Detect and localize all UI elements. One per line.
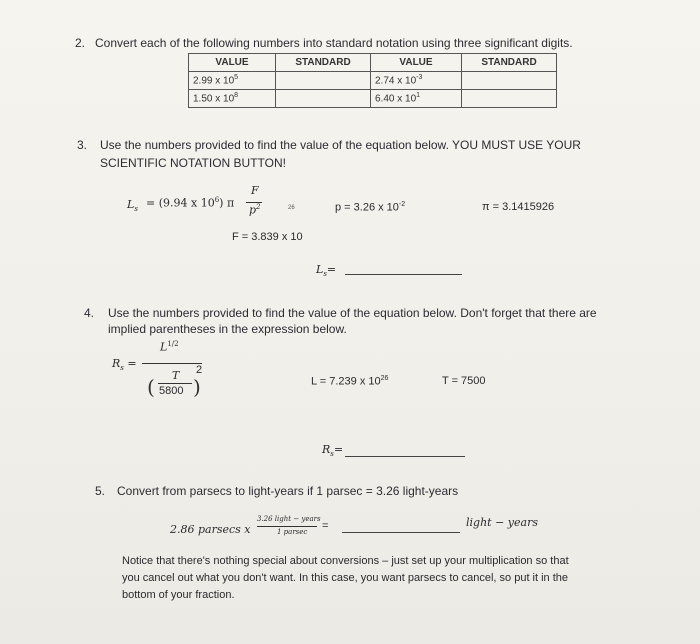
col-header-value-2: VALUE [371,54,462,72]
q3-prompt-line2: SCIENTIFIC NOTATION BUTTON! [100,156,286,170]
q5-note-line2: you cancel out what you don't want. In this case, you want parsecs to cancel, so put it in the [122,572,569,584]
q3-given-f: F = 3.839 x 10 [232,231,303,243]
q2-prompt: Convert each of the following numbers into standard notation using three significant digits. [95,36,573,50]
q4-left-paren: ( [147,375,155,399]
table-row [189,90,557,108]
standard-answer-cell[interactable] [462,72,557,90]
standard-answer-cell[interactable] [276,90,371,108]
value-cell: 2.99 x $10^5$ [189,72,276,90]
q5-equals: = [322,520,329,532]
q3-fraction-numerator: F [251,184,259,197]
q4-answer-label: $R_s=$ [322,443,344,459]
standard-answer-cell[interactable] [276,72,371,90]
q4-answer-blank[interactable] [345,456,465,457]
col-header-standard-2: STANDARD [462,54,557,72]
q5-start-value: 2.86 parsecs x [170,523,251,536]
q5-prompt: Convert from parsecs to light-years if 1 parsec = 3.26 light-years [117,484,459,498]
q4-prompt-line2: implied parentheses in the expression below. [108,322,347,336]
q5-note-line1: Notice that there's nothing special about conversions – just set up your multiplication so that [122,555,569,567]
q5-note-line3: bottom of your fraction. [122,589,235,601]
q4-inner-denominator: 5800 [159,385,184,397]
q4-numerator: $L^{1/2}$ [160,340,179,354]
standard-answer-cell[interactable] [462,90,557,108]
q4-exponent: 2 [196,364,203,376]
col-header-standard-1: STANDARD [276,54,371,72]
value-cell: 6.40 x $10^1$ [371,90,462,108]
q2-number: 2. [75,36,86,50]
col-header-value-1: VALUE [189,54,276,72]
q3-given-p: p = 3.26 x $10^{-2}$ [335,201,406,214]
table-row [189,72,557,90]
q5-conversion-denominator: 1 parsec [277,528,308,536]
q5-unit: light − years [466,516,538,529]
q5-answer-blank[interactable] [342,532,460,533]
q4-right-paren: ) [193,375,201,399]
q3-answer-label: $L_s=$ [316,263,337,279]
q3-prompt-line1: Use the numbers provided to find the value of the equation below. YOU MUST USE YOUR [100,138,581,152]
q5-conversion-numerator: 3.26 light − years [257,515,321,523]
value-cell: 2.74 x $10^{-3}$ [371,72,462,90]
q4-inner-fraction-bar [158,383,192,384]
conversion-table [188,53,557,108]
q4-equation-lhs: $R_s$ = [112,357,137,373]
q4-inner-numerator: T [172,369,180,382]
q3-given-pi: π = 3.1415926 [482,201,555,213]
q4-prompt-line1: Use the numbers provided to find the value of the equation below. Don't forget that there are [108,306,597,320]
q3-fraction-denominator: $p^2$ [249,203,261,217]
q4-given-t: T = 7500 [442,375,486,387]
q3-equation-coefficient: = (9.94 x $10^6$) π [146,196,235,210]
q3-stray-exponent: 26 [288,205,295,211]
value-cell: 1.50 x $10^8$ [189,90,276,108]
q3-number: 3. [77,138,88,152]
q3-equation-lhs: $L_s$ [127,198,138,214]
q5-conversion-bar [257,526,317,527]
q5-number: 5. [95,484,106,498]
q4-main-fraction-bar [142,363,202,364]
q4-given-l: L = 7.239 x $10^{26}$ [311,375,389,388]
q4-number: 4. [84,306,95,320]
q3-answer-blank[interactable] [345,274,462,275]
